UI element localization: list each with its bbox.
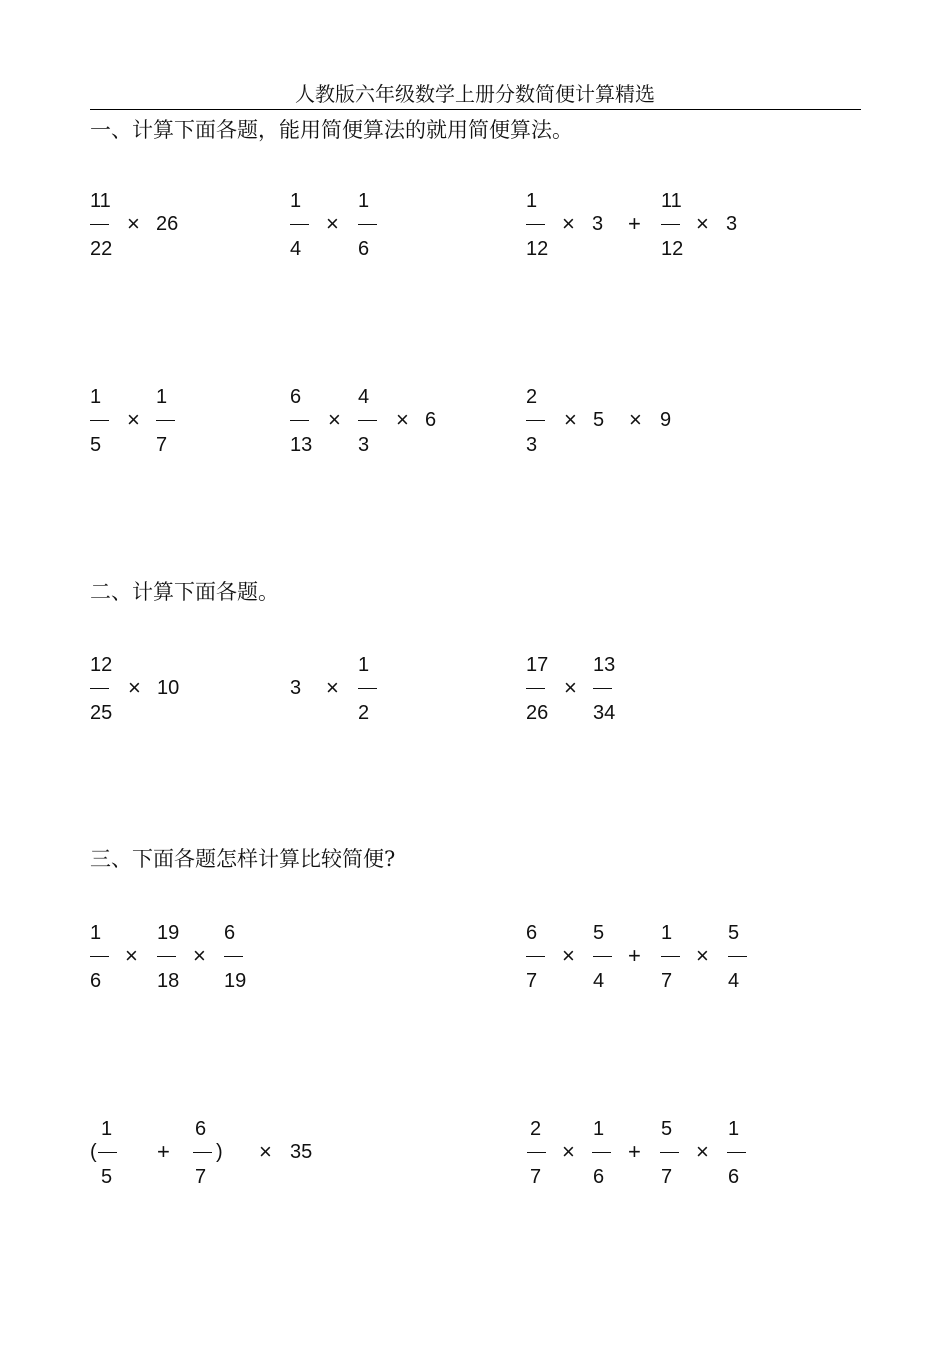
fraction-bar bbox=[90, 688, 109, 689]
times-sign: × bbox=[127, 211, 140, 236]
plus-sign: + bbox=[628, 943, 641, 968]
fraction-denominator: 6 bbox=[728, 1166, 740, 1188]
fraction-bar bbox=[660, 1152, 679, 1153]
fraction-denominator: 7 bbox=[661, 1166, 673, 1188]
fraction-numerator: 4 bbox=[358, 386, 370, 408]
fraction-numerator: 1 bbox=[90, 922, 102, 944]
fraction-denominator: 6 bbox=[358, 238, 370, 260]
fraction-bar bbox=[98, 1152, 117, 1153]
times-sign: × bbox=[193, 943, 206, 968]
times-sign: × bbox=[564, 407, 577, 432]
times-sign: × bbox=[326, 675, 339, 700]
section-title-1: 一、计算下面各题，能用简便算法的就用简便算法。 bbox=[90, 118, 573, 142]
times-sign: × bbox=[629, 407, 642, 432]
times-sign: × bbox=[326, 211, 339, 236]
fraction-denominator: 12 bbox=[661, 238, 684, 260]
fraction-bar bbox=[592, 1152, 611, 1153]
whole-number: 3 bbox=[726, 213, 738, 235]
times-sign: × bbox=[125, 943, 138, 968]
fraction-denominator: 7 bbox=[195, 1166, 207, 1188]
fraction-numerator: 1 bbox=[358, 654, 370, 676]
times-sign: × bbox=[259, 1139, 272, 1164]
fraction-numerator: 5 bbox=[728, 922, 740, 944]
fraction-denominator: 18 bbox=[157, 970, 180, 992]
plus-sign: + bbox=[157, 1139, 170, 1164]
fraction-bar bbox=[527, 1152, 546, 1153]
fraction-numerator: 1 bbox=[156, 386, 168, 408]
page-header-title: 人教版六年级数学上册分数简便计算精选 bbox=[295, 82, 655, 106]
fraction-numerator: 12 bbox=[90, 654, 113, 676]
times-sign: × bbox=[562, 211, 575, 236]
fraction-denominator: 3 bbox=[358, 434, 370, 456]
whole-number: 26 bbox=[156, 213, 179, 235]
times-sign: × bbox=[396, 407, 409, 432]
times-sign: × bbox=[562, 943, 575, 968]
fraction-numerator: 11 bbox=[661, 190, 682, 212]
fraction-numerator: 19 bbox=[157, 922, 180, 944]
fraction-numerator: 6 bbox=[290, 386, 302, 408]
fraction-denominator: 26 bbox=[526, 702, 549, 724]
fraction-bar bbox=[661, 224, 680, 225]
fraction-numerator: 2 bbox=[526, 386, 538, 408]
fraction-bar bbox=[593, 956, 612, 957]
times-sign: × bbox=[562, 1139, 575, 1164]
fraction-numerator: 5 bbox=[661, 1118, 673, 1140]
fraction-bar bbox=[526, 956, 545, 957]
fraction-denominator: 5 bbox=[101, 1166, 113, 1188]
fraction-denominator: 3 bbox=[526, 434, 538, 456]
fraction-numerator: 1 bbox=[593, 1118, 605, 1140]
fraction-denominator: 25 bbox=[90, 702, 113, 724]
fraction-bar bbox=[157, 956, 176, 957]
fraction-bar bbox=[290, 420, 309, 421]
fraction-numerator: 6 bbox=[224, 922, 236, 944]
section-title-3: 三、下面各题怎样计算比较简便? bbox=[90, 847, 396, 871]
fraction-numerator: 1 bbox=[358, 190, 370, 212]
fraction-denominator: 19 bbox=[224, 970, 247, 992]
fraction-bar bbox=[593, 688, 612, 689]
fraction-denominator: 12 bbox=[526, 238, 549, 260]
fraction-numerator: 2 bbox=[530, 1118, 542, 1140]
fraction-denominator: 7 bbox=[156, 434, 168, 456]
fraction-numerator: 1 bbox=[290, 190, 302, 212]
section-title-2: 二、计算下面各题。 bbox=[90, 580, 279, 604]
fraction-denominator: 4 bbox=[728, 970, 740, 992]
fraction-bar bbox=[526, 420, 545, 421]
fraction-denominator: 13 bbox=[290, 434, 313, 456]
fraction-denominator: 22 bbox=[90, 238, 113, 260]
fraction-numerator: 11 bbox=[90, 190, 111, 212]
fraction-denominator: 6 bbox=[593, 1166, 605, 1188]
fraction-numerator: 5 bbox=[593, 922, 605, 944]
fraction-bar bbox=[224, 956, 243, 957]
fraction-bar bbox=[526, 688, 545, 689]
fraction-bar bbox=[156, 420, 175, 421]
fraction-denominator: 7 bbox=[661, 970, 673, 992]
fraction-bar bbox=[661, 956, 680, 957]
fraction-denominator: 4 bbox=[290, 238, 302, 260]
fraction-denominator: 4 bbox=[593, 970, 605, 992]
whole-number: 3 bbox=[290, 677, 302, 699]
fraction-bar bbox=[358, 688, 377, 689]
fraction-denominator: 7 bbox=[526, 970, 538, 992]
header-rule bbox=[90, 109, 861, 110]
fraction-numerator: 6 bbox=[526, 922, 538, 944]
fraction-denominator: 34 bbox=[593, 702, 616, 724]
fraction-bar bbox=[728, 956, 747, 957]
fraction-denominator: 7 bbox=[530, 1166, 542, 1188]
times-sign: × bbox=[696, 1139, 709, 1164]
times-sign: × bbox=[328, 407, 341, 432]
times-sign: × bbox=[128, 675, 141, 700]
plus-sign: + bbox=[628, 211, 641, 236]
plus-sign: + bbox=[628, 1139, 641, 1164]
fraction-bar bbox=[358, 224, 377, 225]
fraction-bar bbox=[90, 956, 109, 957]
whole-number: 9 bbox=[660, 409, 672, 431]
fraction-denominator: 6 bbox=[90, 970, 102, 992]
times-sign: × bbox=[696, 211, 709, 236]
times-sign: × bbox=[127, 407, 140, 432]
fraction-bar bbox=[727, 1152, 746, 1153]
fraction-bar bbox=[90, 224, 109, 225]
fraction-numerator: 1 bbox=[101, 1118, 113, 1140]
whole-number: 3 bbox=[592, 213, 604, 235]
whole-number: 35 bbox=[290, 1141, 313, 1163]
fraction-numerator: 13 bbox=[593, 654, 616, 676]
fraction-numerator: 6 bbox=[195, 1118, 207, 1140]
fraction-numerator: 1 bbox=[90, 386, 102, 408]
right-paren: ) bbox=[216, 1141, 223, 1163]
fraction-bar bbox=[193, 1152, 212, 1153]
fraction-numerator: 1 bbox=[526, 190, 538, 212]
fraction-numerator: 1 bbox=[661, 922, 673, 944]
whole-number: 10 bbox=[157, 677, 180, 699]
left-paren: ( bbox=[90, 1141, 97, 1163]
fraction-denominator: 2 bbox=[358, 702, 370, 724]
fraction-denominator: 5 bbox=[90, 434, 102, 456]
fraction-bar bbox=[290, 224, 309, 225]
fraction-bar bbox=[358, 420, 377, 421]
times-sign: × bbox=[564, 675, 577, 700]
whole-number: 6 bbox=[425, 409, 437, 431]
fraction-numerator: 17 bbox=[526, 654, 549, 676]
fraction-numerator: 1 bbox=[728, 1118, 740, 1140]
fraction-bar bbox=[526, 224, 545, 225]
times-sign: × bbox=[696, 943, 709, 968]
whole-number: 5 bbox=[593, 409, 605, 431]
fraction-bar bbox=[90, 420, 109, 421]
